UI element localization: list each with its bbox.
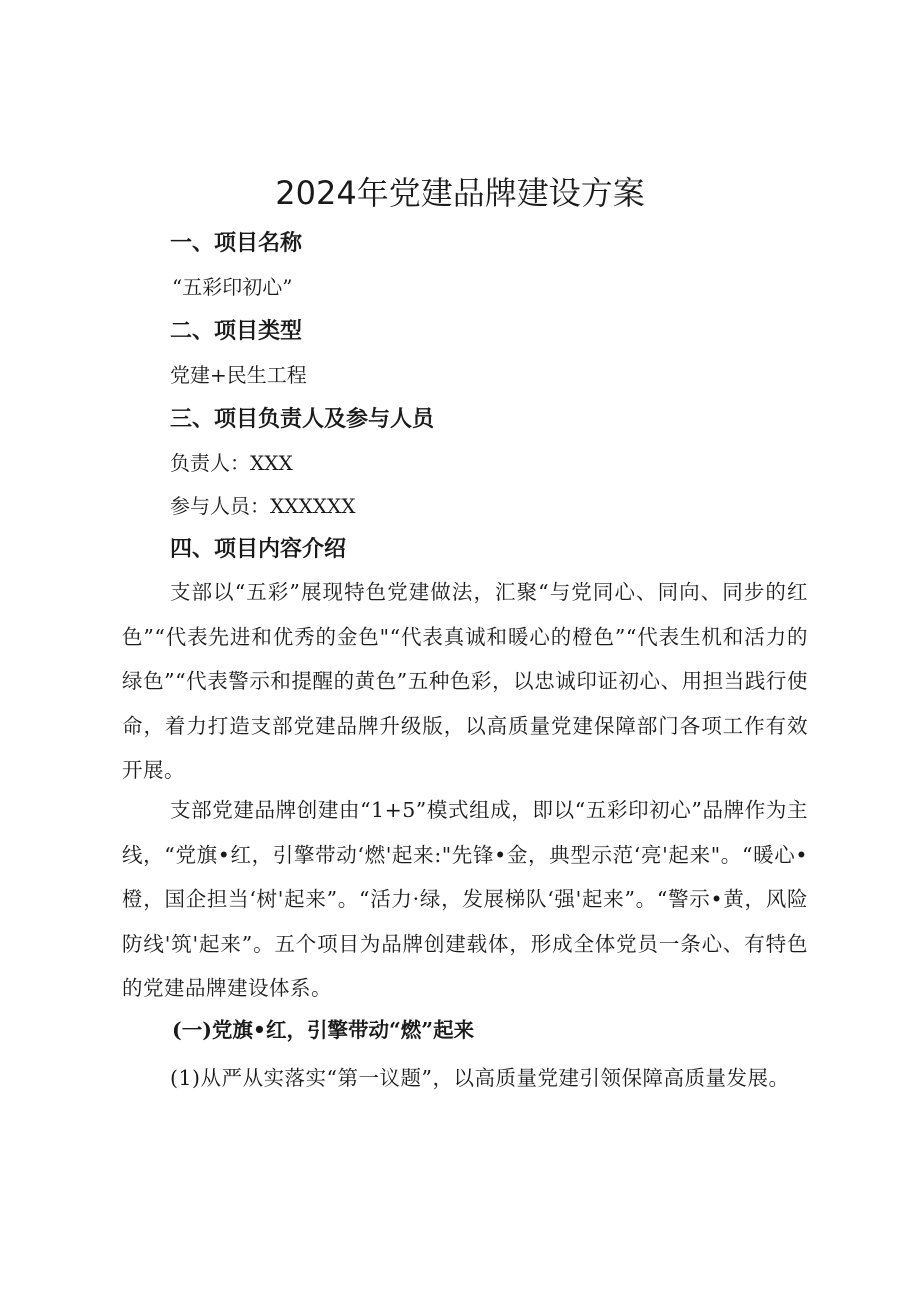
project-name-value: “五彩印初心” (172, 275, 293, 299)
project-members: 参与人员：XXXXXX (170, 494, 356, 518)
subsection-heading-red: (一)党旗•红，引擎带动“燃”起来 (172, 1018, 475, 1042)
section-heading-project-type: 二、项目类型 (170, 319, 303, 344)
section-heading-personnel: 三、项目负责人及参与人员 (170, 407, 435, 432)
subsection-item-1: (1)从严从实落实“第一议题”，以高质量党建引领保障高质量发展。 (170, 1066, 790, 1090)
project-type-value: 党建+民生工程 (170, 363, 307, 387)
section-heading-project-name: 一、项目名称 (170, 231, 303, 256)
intro-paragraph-1: 支部以“五彩”展现特色党建做法，汇聚“与党同心、同向、同步的红色”“代表先进和优秀的金色"“代表真诚和暖心的橙色”“代表生机和活力的绿色”“代表警示和提醒的黄色”五种色彩，以忠诚印证初心、用担当践行使命，着力打造支部党建品牌升级版，以高质量党建保障部门各项工作有效开展。 (122, 580, 808, 782)
project-leader: 负责人：XXX (170, 451, 293, 475)
document-title: 2024年党建品牌建设方案 (275, 174, 645, 212)
section-heading-content-intro: 四、项目内容介绍 (170, 537, 347, 562)
intro-paragraph-2: 支部党建品牌创建由“1+5”模式组成，即以“五彩印初心”品牌作为主线，“党旗•红，引擎带动‘燃'起来:"先锋•金，典型示范‘亮'起来"。“暖心•橙，国企担当‘树'起来”。“活力·绿，发展梯队‘强'起来”。“警示•黄，风险防线'筑'起来”。五个项目为品牌创建载体，形成全体党员一条心、有特色的党建品牌建设体系。 (122, 798, 808, 1000)
